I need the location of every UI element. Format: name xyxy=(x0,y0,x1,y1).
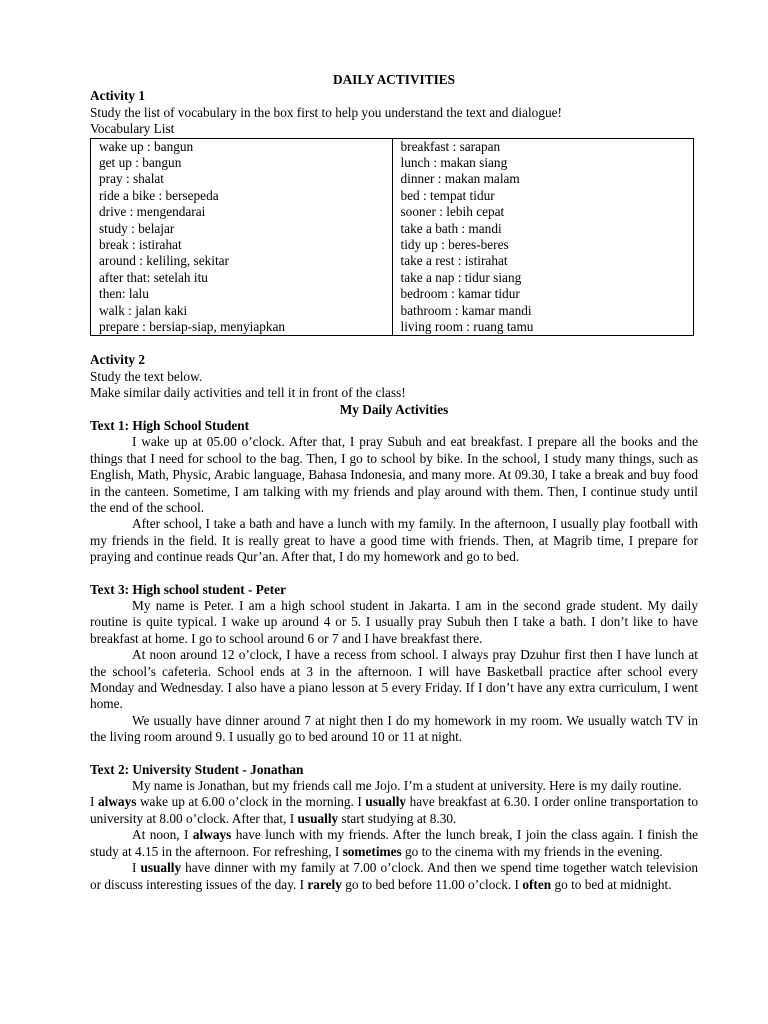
text2-paragraph-1b xyxy=(90,794,698,827)
spacer xyxy=(90,566,698,582)
vocab-item: sooner : lebih cepat xyxy=(400,204,505,220)
keyword-usually: usually xyxy=(297,810,339,826)
text3-paragraph-3: We usually have dinner around 7 at night then I do my homework in my room. We usually watch TV in the living room around 9. I usually go to bed around 10 or 11 at night. xyxy=(90,712,698,745)
text-run: I xyxy=(90,794,98,810)
activity2-line1: Study the text below. xyxy=(90,368,203,384)
vocab-item: get up : bangun xyxy=(99,155,182,171)
vocab-item: take a bath : mandi xyxy=(400,220,502,236)
vocab-item: walk : jalan kaki xyxy=(99,302,188,318)
vocab-item: after that: setelah itu xyxy=(99,269,208,285)
vocab-item: take a nap : tidur siang xyxy=(400,269,522,285)
text3-paragraph-1: My name is Peter. I am a high school student in Jakarta. I am in the second grade student. My daily routine is quite typical. I wake up around 4 or 5. I usually pray Subuh then I take a bath. I don’t like to have breakfast at home. I go to school around 6 or 7 and I have breakfast there. xyxy=(90,598,698,646)
text-run: start studying at 8.30. xyxy=(338,810,457,826)
text2-p1-line1: My name is Jonathan, but my friends call me Jojo. I’m a student at university. Here is my daily routine. xyxy=(132,778,682,794)
vocab-item: ride a bike : bersepeda xyxy=(99,187,219,203)
text3-heading: Text 3: High school student - Peter xyxy=(90,581,286,597)
vocab-item: bedroom : kamar tidur xyxy=(400,286,520,302)
vocab-item: breakfast : sarapan xyxy=(400,138,501,154)
vocab-item: prepare : bersiap-siap, menyiapkan xyxy=(99,318,286,334)
section-title: My Daily Activities xyxy=(339,401,449,417)
text-run: have lunch with my friends. After the lunch break, I join the class again. I finish the study at 4.15 in the afternoon. For refreshing, I xyxy=(90,827,698,859)
text2-paragraph-2 xyxy=(90,827,698,860)
text-run: go to bed at midnight. xyxy=(551,876,672,892)
vocab-item: wake up : bangun xyxy=(99,138,194,154)
vocab-item: take a rest : istirahat xyxy=(400,253,508,269)
keyword-always: always xyxy=(192,827,232,843)
vocab-item: bathroom : kamar mandi xyxy=(400,302,532,318)
vocabulary-left-column xyxy=(91,138,393,336)
vocab-item: dinner : makan malam xyxy=(400,171,520,187)
vocabulary-table xyxy=(90,138,694,337)
keyword-usually: usually xyxy=(365,794,407,810)
vocab-item: lunch : makan siang xyxy=(400,155,508,171)
text-run: go to the cinema with my friends in the evening. xyxy=(401,843,663,859)
vocab-item: around : keliling, sekitar xyxy=(99,253,229,269)
vocab-item: break : istirahat xyxy=(99,236,182,252)
text-run: have dinner with my family at 7.00 o’clock. And then we spend time together watch television or discuss interesting issues of the day. I xyxy=(90,860,698,892)
vocab-item: pray : shalat xyxy=(99,171,164,187)
text-run: have breakfast at 6.30. I order online transportation to university at 8.00 o’clock. After that, I xyxy=(90,794,698,826)
text1-heading: Text 1: High School Student xyxy=(90,417,250,433)
vocab-item: tidy up : beres-beres xyxy=(400,236,509,252)
vocab-item: study : belajar xyxy=(99,220,175,236)
spacer xyxy=(90,336,698,352)
vocabulary-label: Vocabulary List xyxy=(90,121,175,137)
activity2-line2: Make similar daily activities and tell it in front of the class! xyxy=(90,385,406,401)
vocab-item: living room : ruang tamu xyxy=(400,318,534,334)
keyword-often: often xyxy=(522,876,552,892)
activity2-heading: Activity 2 xyxy=(90,352,146,368)
text1-paragraph-1: I wake up at 05.00 o’clock. After that, I pray Subuh and eat breakfast. I prepare all the books and the things that I need for school to the bag. Then, I go to school by bike. In the school, I study many things, such as English, Math, Physic, Arabic language, Bahasa Indonesia, and many more. At 09.30, I take a break and buy food in the canteen. Sometime, I am talking with my friends and play around with them. Then, I continue study until the end of the school. xyxy=(90,434,698,515)
text1-paragraph-2: After school, I take a bath and have a lunch with my family. In the afternoon, I usually play football with my friends in the field. It is really great to have a good time with friends. Then, at Magrib time, I prepare for praying and continue reads Qur’an. After that, I do my homework and go to bed. xyxy=(90,516,698,565)
document-title: DAILY ACTIVITIES xyxy=(332,72,456,87)
text2-paragraph-3 xyxy=(90,860,698,893)
text-run: I xyxy=(132,860,141,876)
text3-paragraph-2: At noon around 12 o’clock, I have a recess from school. I always pray Dzuhur first then I have lunch at the school’s cafeteria. School ends at 3 in the afternoon. I will have Basketball practice after school every Monday and Wednesday. I also have a piano lesson at 5 every Friday. If I don’t have any extra curriculum, I went home. xyxy=(90,647,698,712)
vocabulary-right-column xyxy=(392,138,694,336)
document-body xyxy=(90,72,698,893)
keyword-always: always xyxy=(97,794,137,810)
text2-paragraph-1 xyxy=(90,778,698,794)
vocab-item: bed : tempat tidur xyxy=(400,187,495,203)
keyword-sometimes: sometimes xyxy=(342,843,402,859)
spacer xyxy=(90,746,698,762)
text-run: go to bed before 11.00 o’clock. I xyxy=(341,876,523,892)
vocab-item: drive : mengendarai xyxy=(99,204,206,220)
keyword-usually: usually xyxy=(140,860,182,876)
text-run: At noon, I xyxy=(132,827,193,843)
activity1-heading: Activity 1 xyxy=(90,88,146,104)
activity1-instruction: Study the list of vocabulary in the box first to help you understand the text and dialogue! xyxy=(90,104,562,120)
text-run: wake up at 6.00 o’clock in the morning. I xyxy=(136,794,366,810)
text2-heading: Text 2: University Student - Jonathan xyxy=(90,761,304,777)
vocab-item: then: lalu xyxy=(99,286,149,302)
keyword-rarely: rarely xyxy=(307,876,342,892)
